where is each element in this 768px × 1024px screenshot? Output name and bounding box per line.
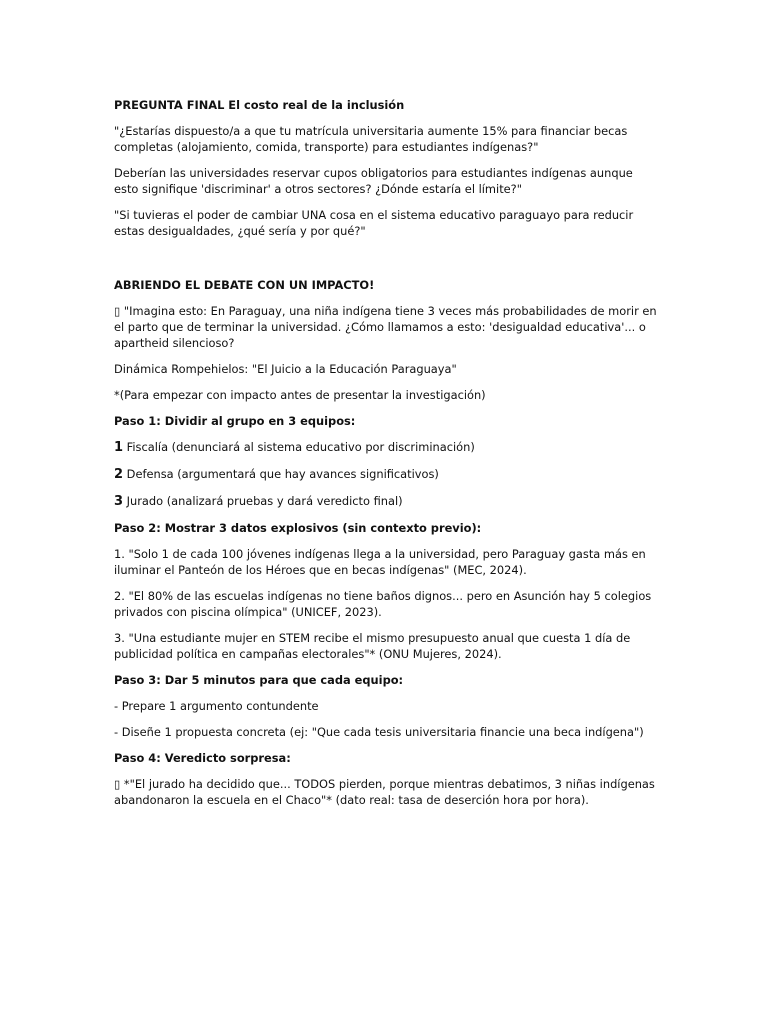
missing-glyph-icon: ▯: [114, 304, 121, 318]
paso-3-item-argumento: - Prepare 1 argumento contundente: [114, 699, 319, 713]
paso-3-item-propuesta: - Diseñe 1 propuesta concreta (ej: "Que cada tesis universitaria financie una beca indígena"): [114, 725, 644, 739]
dato-3: 3. "Una estudiante mujer en STEM recibe el mismo presupuesto anual que cuesta 1 día de publicidad política en campañas electorales"* (ONU Mujeres, 2024).: [114, 631, 631, 661]
dinamica-title: Dinámica Rompehielos: "El Juicio a la Educación Paraguaya": [114, 362, 457, 376]
team-label: Jurado (analizará pruebas y dará veredicto final): [126, 494, 403, 508]
document-page: [114, 97, 659, 818]
team-item-jurado: [114, 493, 659, 510]
dato-1: 1. "Solo 1 de cada 100 jóvenes indígenas llega a la universidad, pero Paraguay gasta más en iluminar el Panteón de los Héroes que en becas indígenas" (MEC, 2024).: [114, 547, 646, 577]
paso-1-title: Paso 1: Dividir al grupo en 3 equipos:: [114, 414, 356, 428]
keycap-two-icon: 2: [114, 467, 124, 482]
team-label: Fiscalía (denunciará al sistema educativo por discriminación): [126, 440, 475, 454]
team-label: Defensa (argumentará que hay avances significativos): [126, 467, 439, 481]
dinamica-note: *(Para empezar con impacto antes de presentar la investigación): [114, 388, 486, 402]
question-matricula: "¿Estarías dispuesto/a a que tu matrícula universitaria aumente 15% para financiar becas completas (alojamiento, comida, transporte) para estudiantes indígenas?": [114, 124, 628, 154]
paso-4-title: Paso 4: Veredicto sorpresa:: [114, 751, 291, 765]
section-spacer: [114, 249, 659, 277]
final-verdict-paragraph: [114, 776, 659, 808]
team-item-fiscalia: [114, 439, 659, 456]
question-cambiar: "Si tuvieras el poder de cambiar UNA cosa en el sistema educativo paraguayo para reducir estas desigualdades, ¿qué sería y por qué?": [114, 208, 634, 238]
final-verdict-text: *"El jurado ha decidido que... TODOS pierden, porque mientras debatimos, 3 niñas indígenas abandonaron la escuela en el Chaco"* (dato real: tasa de deserción hora por hora).: [114, 777, 655, 807]
section-title-pregunta-final: PREGUNTA FINAL El costo real de la inclusión: [114, 98, 405, 112]
missing-glyph-icon: ▯: [114, 777, 121, 791]
team-item-defensa: [114, 466, 659, 483]
paso-3-title: Paso 3: Dar 5 minutos para que cada equipo:: [114, 673, 404, 687]
intro-paragraph: [114, 303, 659, 351]
keycap-one-icon: 1: [114, 440, 124, 455]
keycap-three-icon: 3: [114, 494, 124, 509]
paso-2-title: Paso 2: Mostrar 3 datos explosivos (sin contexto previo):: [114, 521, 482, 535]
question-cupos: Deberían las universidades reservar cupos obligatorios para estudiantes indígenas aunque esto signifique 'discriminar' a otros sectores? ¿Dónde estaría el límite?": [114, 166, 633, 196]
section-title-debate: ABRIENDO EL DEBATE CON UN IMPACTO!: [114, 278, 375, 292]
intro-text: "Imagina esto: En Paraguay, una niña indígena tiene 3 veces más probabilidades de morir en el parto que de terminar la universidad. ¿Cómo llamamos a esto: 'desigualdad educativa'... o apartheid silencioso?: [114, 304, 657, 350]
dato-2: 2. "El 80% de las escuelas indígenas no tiene baños dignos... pero en Asunción hay 5 colegios privados con piscina olímpica" (UNICEF, 2023).: [114, 589, 652, 619]
